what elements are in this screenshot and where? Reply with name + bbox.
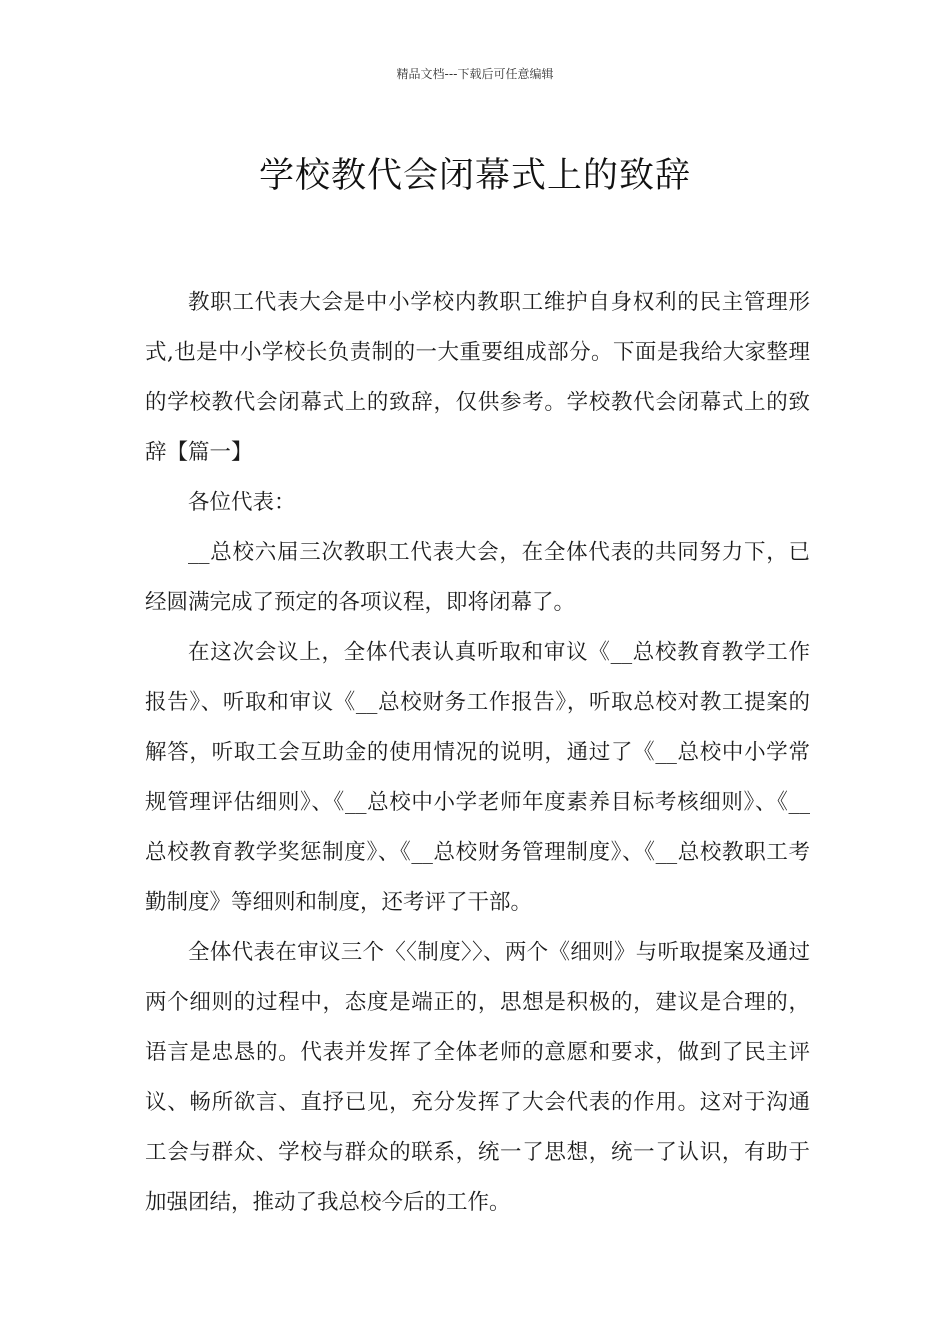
document-title: 学校教代会闭幕式上的致辞 <box>258 156 691 197</box>
paragraph-conference-complete: __总校六届三次教职工代表大会，在全体代表的共同努力下，已经圆满完成了预定的各项议程，即将闭幕了。 <box>145 540 810 615</box>
paragraph-intro: 教职工代表大会是中小学校内教职工维护自身权利的民主管理形式,也是中小学校长负责制的一大重要组成部分。下面是我给大家整理的学校教代会闭幕式上的致辞，仅供参考。学校教代会闭幕式上的致辞【篇一】 <box>145 290 810 465</box>
paragraph-representatives-evaluation: 全体代表在审议三个〈〈制度〉〉、两个《细则》与听取提案及通过两个细则的过程中，态度是端正的，思想是积极的，建议是合理的，语言是忠恳的。代表并发挥了全体老师的意愿和要求，做到了民主评议、畅所欲言、直抒已见，充分发挥了大会代表的作用。这对于沟通工会与群众、学校与群众的联系，统一了思想，统一了认识，有助于加强团结，推动了我总校今后的工作。 <box>145 940 810 1215</box>
document-body <box>145 278 810 1228</box>
header-note: 精品文档---下载后可任意编辑 <box>396 67 554 81</box>
paragraph-meeting-agenda: 在这次会议上，全体代表认真听取和审议《__总校教育教学工作报告》、听取和审议《__总校财务工作报告》，听取总校对教工提案的解答，听取工会互助金的使用情况的说明，通过了《__总校中小学常规管理评估细则》、《__总校中小学老师年度素养目标考核细则》、《__总校教育教学奖惩制度》、《__总校财务管理制度》、《__总校教职工考勤制度》等细则和制度，还考评了干部。 <box>145 640 810 915</box>
paragraph-salutation: 各位代表： <box>188 490 296 515</box>
